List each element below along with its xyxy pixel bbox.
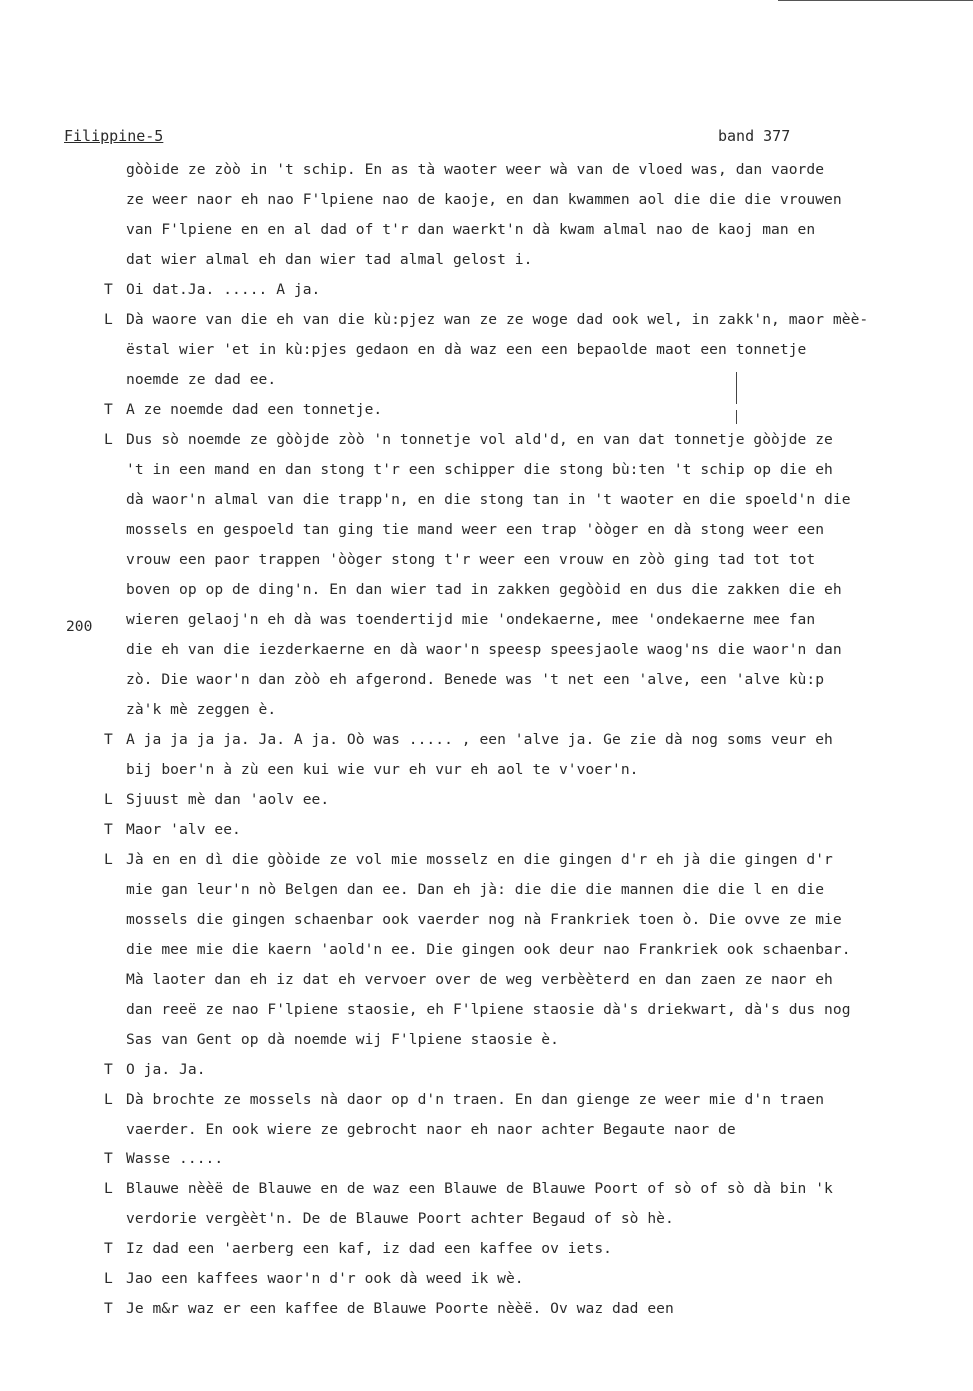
transcript-line: dat wier almal eh dan wier tad almal gelost i. — [126, 251, 533, 268]
transcript-line: bij boer'n à zù een kui wie vur eh vur eh aol te v'voer'n. — [126, 761, 639, 778]
transcript-line: Dà waore van die eh van die kù:pjez wan ze ze woge dad ook wel, in zakk'n, maor mèè- — [126, 311, 869, 328]
transcript-line: 't in een mand en dan stong t'r een schipper die stong bù:ten 't schip op die eh — [126, 461, 833, 478]
speaker-label: T — [104, 821, 113, 838]
transcript-line: vrouw een paor trappen 'òòger stong t'r weer een vrouw en zòò ging tad tot tot — [126, 551, 816, 568]
speaker-label: T — [104, 1061, 113, 1078]
speaker-label: T — [104, 1300, 113, 1317]
transcript-line: Mà laoter dan eh iz dat eh vervoer over de weg verbèèterd en dan zaen ze naor eh — [126, 971, 833, 988]
transcript-line: Maor 'alv ee. — [126, 821, 241, 838]
transcript-line: zò. Die waor'n dan zòò eh afgerond. Benede was 't net een 'alve, een 'alve kù:p — [126, 671, 825, 688]
transcript-line: mossels die gingen schaenbar ook vaerder nog nà Frankriek toen ò. Die ovve ze mie — [126, 911, 842, 928]
transcript-line: noemde ze dad ee. — [126, 371, 277, 388]
transcript-line: dan reeë ze nao F'lpiene staosie, eh F'lpiene staosie dà's driekwart, dà's dus nog — [126, 1001, 851, 1018]
transcript-line: Oi dat.Ja. ..... A ja. — [126, 281, 321, 298]
document-title: Filippine-5 — [64, 127, 164, 145]
transcript-line: ze weer naor eh nao F'lpiene nao de kaoje, en dan kwammen aol die die die vrouwen — [126, 191, 842, 208]
speaker-label: L — [104, 1180, 113, 1197]
transcript-line: ëstal wier 'et in kù:pjes gedaon en dà waz een een bepaolde maot een tonnetje — [126, 341, 807, 358]
transcript-line: A ze noemde dad een tonnetje. — [126, 401, 383, 418]
transcript-line: van F'lpiene en en al dad of t'r dan waerkt'n dà kwam almal nao de kaoj man en — [126, 221, 816, 238]
transcript-line: boven op op de ding'n. En dan wier tad in zakken gegòòid en dus die zakken die eh — [126, 581, 842, 598]
speaker-label: T — [104, 281, 113, 298]
transcript-line: wieren gelaoj'n eh dà was toendertijd mie 'ondekaerne, mee 'ondekaerne mee fan — [126, 611, 816, 628]
transcript-line: Je m&r waz er een kaffee de Blauwe Poorte nèèë. Ov waz dad een — [126, 1300, 674, 1317]
transcript-line: gòòide ze zòò in 't schip. En as tà waoter weer wà van de vloed was, dan vaorde — [126, 161, 825, 178]
speaker-label: T — [104, 401, 113, 418]
speaker-label: L — [104, 791, 113, 808]
speaker-label: T — [104, 1240, 113, 1257]
transcript-line: zà'k mè zeggen è. — [126, 701, 277, 718]
transcript-line: Blauwe nèèë de Blauwe en de waz een Blauwe de Blauwe Poort of sò of sò dà bin 'k — [126, 1180, 833, 1197]
line-number: 200 — [66, 618, 93, 635]
transcript-line: die mee mie die kaern 'aold'n ee. Die gingen ook deur nao Frankriek ook schaenbar. — [126, 941, 851, 958]
transcript-line: Sjuust mè dan 'aolv ee. — [126, 791, 330, 808]
margin-mark — [736, 372, 737, 404]
margin-mark — [736, 410, 737, 424]
transcript-line: A ja ja ja ja. Ja. A ja. Oò was ..... , een 'alve ja. Ge zie dà nog soms veur eh — [126, 731, 833, 748]
transcript-line: dà waor'n almal van die trapp'n, en die stong tan in 't waoter en die spoeld'n die — [126, 491, 851, 508]
transcript-line: mossels en gespoeld tan ging tie mand weer een trap 'òòger en dà stong weer een — [126, 521, 825, 538]
speaker-label: L — [104, 1270, 113, 1287]
transcript-line: die eh van die iezderkaerne en dà waor'n speesp speesjaole waog'ns die waor'n dan — [126, 641, 842, 658]
transcript-line: Jà en en dì die gòòide ze vol mie mosselz en die gingen d'r eh jà die gingen d'r — [126, 851, 833, 868]
band-number: band 377 — [718, 127, 791, 145]
speaker-label: T — [104, 731, 113, 748]
transcript-line: verdorie vergèèt'n. De de Blauwe Poort achter Begaud of sò hè. — [126, 1210, 674, 1227]
transcript-line: Dà brochte ze mossels nà daor op d'n traen. En dan gienge ze weer mie d'n traen — [126, 1091, 825, 1108]
transcript-line: vaerder. En ook wiere ze gebrocht naor eh naor achter Begaute naor de — [126, 1121, 736, 1138]
top-rule — [778, 0, 973, 1]
speaker-label: T — [104, 1150, 113, 1167]
transcript-line: Jao een kaffees waor'n d'r ook dà weed ik wè. — [126, 1270, 524, 1287]
transcript-line: Wasse ..... — [126, 1150, 224, 1167]
speaker-label: L — [104, 431, 113, 448]
speaker-label: L — [104, 311, 113, 328]
transcript-line: Sas van Gent op dà noemde wij F'lpiene staosie è. — [126, 1031, 559, 1048]
speaker-label: L — [104, 851, 113, 868]
transcript-line: O ja. Ja. — [126, 1061, 206, 1078]
speaker-label: L — [104, 1091, 113, 1108]
transcript-line: mie gan leur'n nò Belgen dan ee. Dan eh jà: die die die mannen die die l en die — [126, 881, 825, 898]
transcript-line: Dus sò noemde ze gòòjde zòò 'n tonnetje vol ald'd, en van dat tonnetje gòòjde ze — [126, 431, 833, 448]
transcript-line: Iz dad een 'aerberg een kaf, iz dad een kaffee ov iets. — [126, 1240, 612, 1257]
